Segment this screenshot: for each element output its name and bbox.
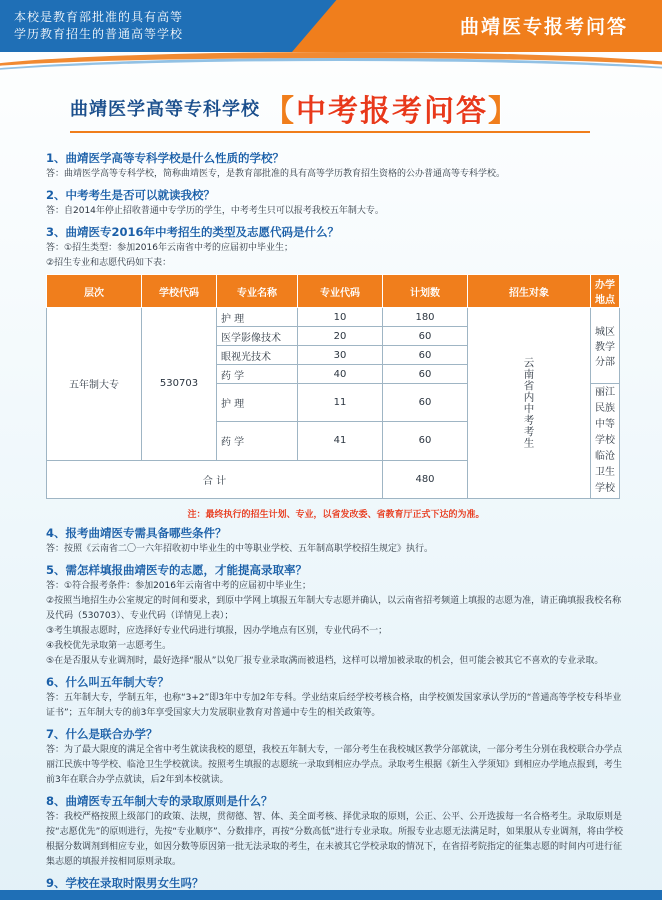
question-6: 6、什么叫五年制大专？ bbox=[46, 675, 170, 689]
table-note: 注：最终执行的招生计划、专业，以省发改委、省教育厅正式下达的为准。 bbox=[187, 510, 485, 520]
cell-plan: 60 bbox=[383, 422, 468, 460]
answer-2: 答：自2014年停止招收普通中专学历的学生，中考考生只可以报考我校五年制大专。 bbox=[46, 206, 384, 216]
cell-plan: 60 bbox=[383, 346, 468, 365]
answer-5-2: ②按照当地招生办公室规定的时间和要求，到原中学网上填报五年制大专志愿并确认，以云南省招考频道上填报的志愿为准，请正确填报我校名称及代码（530703）、专业代码（详情见上表）； bbox=[46, 596, 622, 621]
answer-4: 答：按照《云南省二〇一六年招收初中毕业生的中等职业学校、五年制高职学校招生规定》执行。 bbox=[46, 544, 434, 554]
site-lijiang: 丽江民族中等学校 bbox=[595, 387, 615, 446]
question-3: 3、曲靖医专2016年中考招生的类型及志愿代码是什么？ bbox=[46, 225, 340, 239]
question-4: 4、报考曲靖医专需具备哪些条件？ bbox=[46, 526, 227, 540]
th-plan: 计划数 bbox=[383, 275, 468, 308]
enrollment-table bbox=[46, 274, 620, 499]
answer-6: 答：五年制大专，学制五年，也称“3+2”即3年中专加2年专科。学业结束后经学校考核合格，由学校颁发国家承认学历的“普通高等学校专科毕业证书”；五年制大专的前3年享受国家大力发展职业教育对普通中专生的相关政策等。 bbox=[46, 693, 622, 718]
cell-code: 20 bbox=[298, 327, 383, 346]
page-banner bbox=[70, 85, 600, 131]
cell-plan: 180 bbox=[383, 308, 468, 327]
qa-content bbox=[46, 145, 626, 900]
th-site: 办学地点 bbox=[591, 275, 620, 308]
question-5: 5、需怎样填报曲靖医专的志愿，才能提高录取率？ bbox=[46, 563, 307, 577]
cell-plan: 60 bbox=[383, 327, 468, 346]
cell-code: 11 bbox=[298, 384, 383, 422]
th-major: 专业名称 bbox=[217, 275, 298, 308]
school-name: 曲靖医学高等专科学校 bbox=[70, 99, 260, 120]
answer-1: 答：曲靖医学高等专科学校，简称曲靖医专，是教育部批准的具有高等学历教育招生资格的公办普通高等专科学校。 bbox=[46, 169, 506, 179]
cell-total-label: 合 计 bbox=[47, 460, 383, 498]
answer-5-1: 答：①符合报考条件：参加2016年云南省中考的应届初中毕业生； bbox=[46, 581, 311, 591]
cell-site-1: 城区教学分部 bbox=[591, 308, 620, 384]
table-row bbox=[47, 308, 620, 327]
answer-3b: ②招生专业和志愿代码如下表： bbox=[46, 258, 172, 268]
cell-major: 护 理 bbox=[217, 308, 298, 327]
question-8: 8、曲靖医专五年制大专的录取原则是什么？ bbox=[46, 794, 273, 808]
divider bbox=[70, 131, 590, 133]
question-7: 7、什么是联合办学？ bbox=[46, 727, 158, 741]
cell-major: 药 学 bbox=[217, 365, 298, 384]
header-slogan-line1: 本校是教育部批准的具有高等 bbox=[14, 10, 184, 24]
cell-major: 护 理 bbox=[217, 384, 298, 422]
question-2: 2、中考考生是否可以就读我校？ bbox=[46, 188, 215, 202]
header-title: 曲靖医专报考问答 bbox=[459, 16, 628, 38]
footer-band bbox=[0, 890, 662, 900]
cell-site-2 bbox=[591, 384, 620, 499]
answer-3: 答：①招生类型：参加2016年云南省中考的应届初中毕业生； bbox=[46, 243, 293, 253]
bracket-right: 】 bbox=[488, 94, 520, 129]
header-slogan bbox=[14, 9, 183, 43]
th-level: 层次 bbox=[47, 275, 142, 308]
question-9: 9、学校在录取时限男女生吗？ bbox=[46, 876, 204, 890]
answer-8: 答：我校严格按照上级部门的政策、法规，贯彻德、智、体、美全面考核、择优录取的原则，公正、公平、公开选拔每一名合格考生。录取原则是按“志愿优先”的原则进行，先按“专业顺序”、分数排序，再按“分数高低”进行专业录取。所报专业志愿无法满足时，如果服从专业调剂，将由学校根据分数调剂到相应专业，如因分数等原因第一批无法录取的考生，在未被其它学校录取的情况下，在省招考院指定的征集志愿的时间内可进行征集志愿的填报并按相同原则录取。 bbox=[46, 812, 623, 867]
cell-major: 医学影像技术 bbox=[217, 327, 298, 346]
cell-code: 40 bbox=[298, 365, 383, 384]
cell-code: 30 bbox=[298, 346, 383, 365]
th-major-code: 专业代码 bbox=[298, 275, 383, 308]
cell-school-code: 530703 bbox=[142, 308, 217, 461]
cell-plan: 60 bbox=[383, 384, 468, 422]
answer-5-3: ③考生填报志愿时，应选择好专业代码进行填报，因办学地点有区别，专业代码不一； bbox=[46, 626, 388, 636]
answer-5-5: ⑤在是否服从专业调剂时，最好选择“服从”以免厂报专业录取满而被退档，这样可以增加被录取的机会，但可能会被其它不喜欢的专业录取。 bbox=[46, 656, 604, 666]
th-school-code: 学校代码 bbox=[142, 275, 217, 308]
banner-title-text: 中考报考问答 bbox=[296, 94, 488, 129]
answer-7: 答：为了最大限度的满足全省中考生就读我校的愿望，我校五年制大专，一部分考生在我校城区教学分部就读，一部分考生分别在我校联合办学点丽江民族中等学校、临沧卫生学校就读。按照考生填报的志愿统一录取到相应办学点。录取考生根据《新生入学须知》到相应办学地点报到，考生前3年在联合办学点就读，后2年到本校就读。 bbox=[46, 745, 623, 785]
answer-5-4: ④我校优先录取第一志愿考生。 bbox=[46, 641, 172, 651]
cell-code: 41 bbox=[298, 422, 383, 460]
th-target: 招生对象 bbox=[468, 275, 591, 308]
cell-major: 药 学 bbox=[217, 422, 298, 460]
table-header-row bbox=[47, 275, 620, 308]
cell-code: 10 bbox=[298, 308, 383, 327]
cell-major: 眼视光技术 bbox=[217, 346, 298, 365]
banner-title bbox=[264, 86, 520, 130]
cell-total-value: 480 bbox=[383, 460, 468, 498]
header-slogan-line2: 学历教育招生的普通高等学校 bbox=[14, 27, 184, 41]
question-1: 1、曲靖医学高等专科学校是什么性质的学校？ bbox=[46, 151, 284, 165]
bracket-left: 【 bbox=[264, 94, 296, 129]
cell-level: 五年制大专 bbox=[47, 308, 142, 461]
site-lincang: 临沧卫生学校 bbox=[595, 451, 615, 494]
cell-plan: 60 bbox=[383, 365, 468, 384]
cell-target: 云南省内中考考生 bbox=[468, 308, 591, 499]
